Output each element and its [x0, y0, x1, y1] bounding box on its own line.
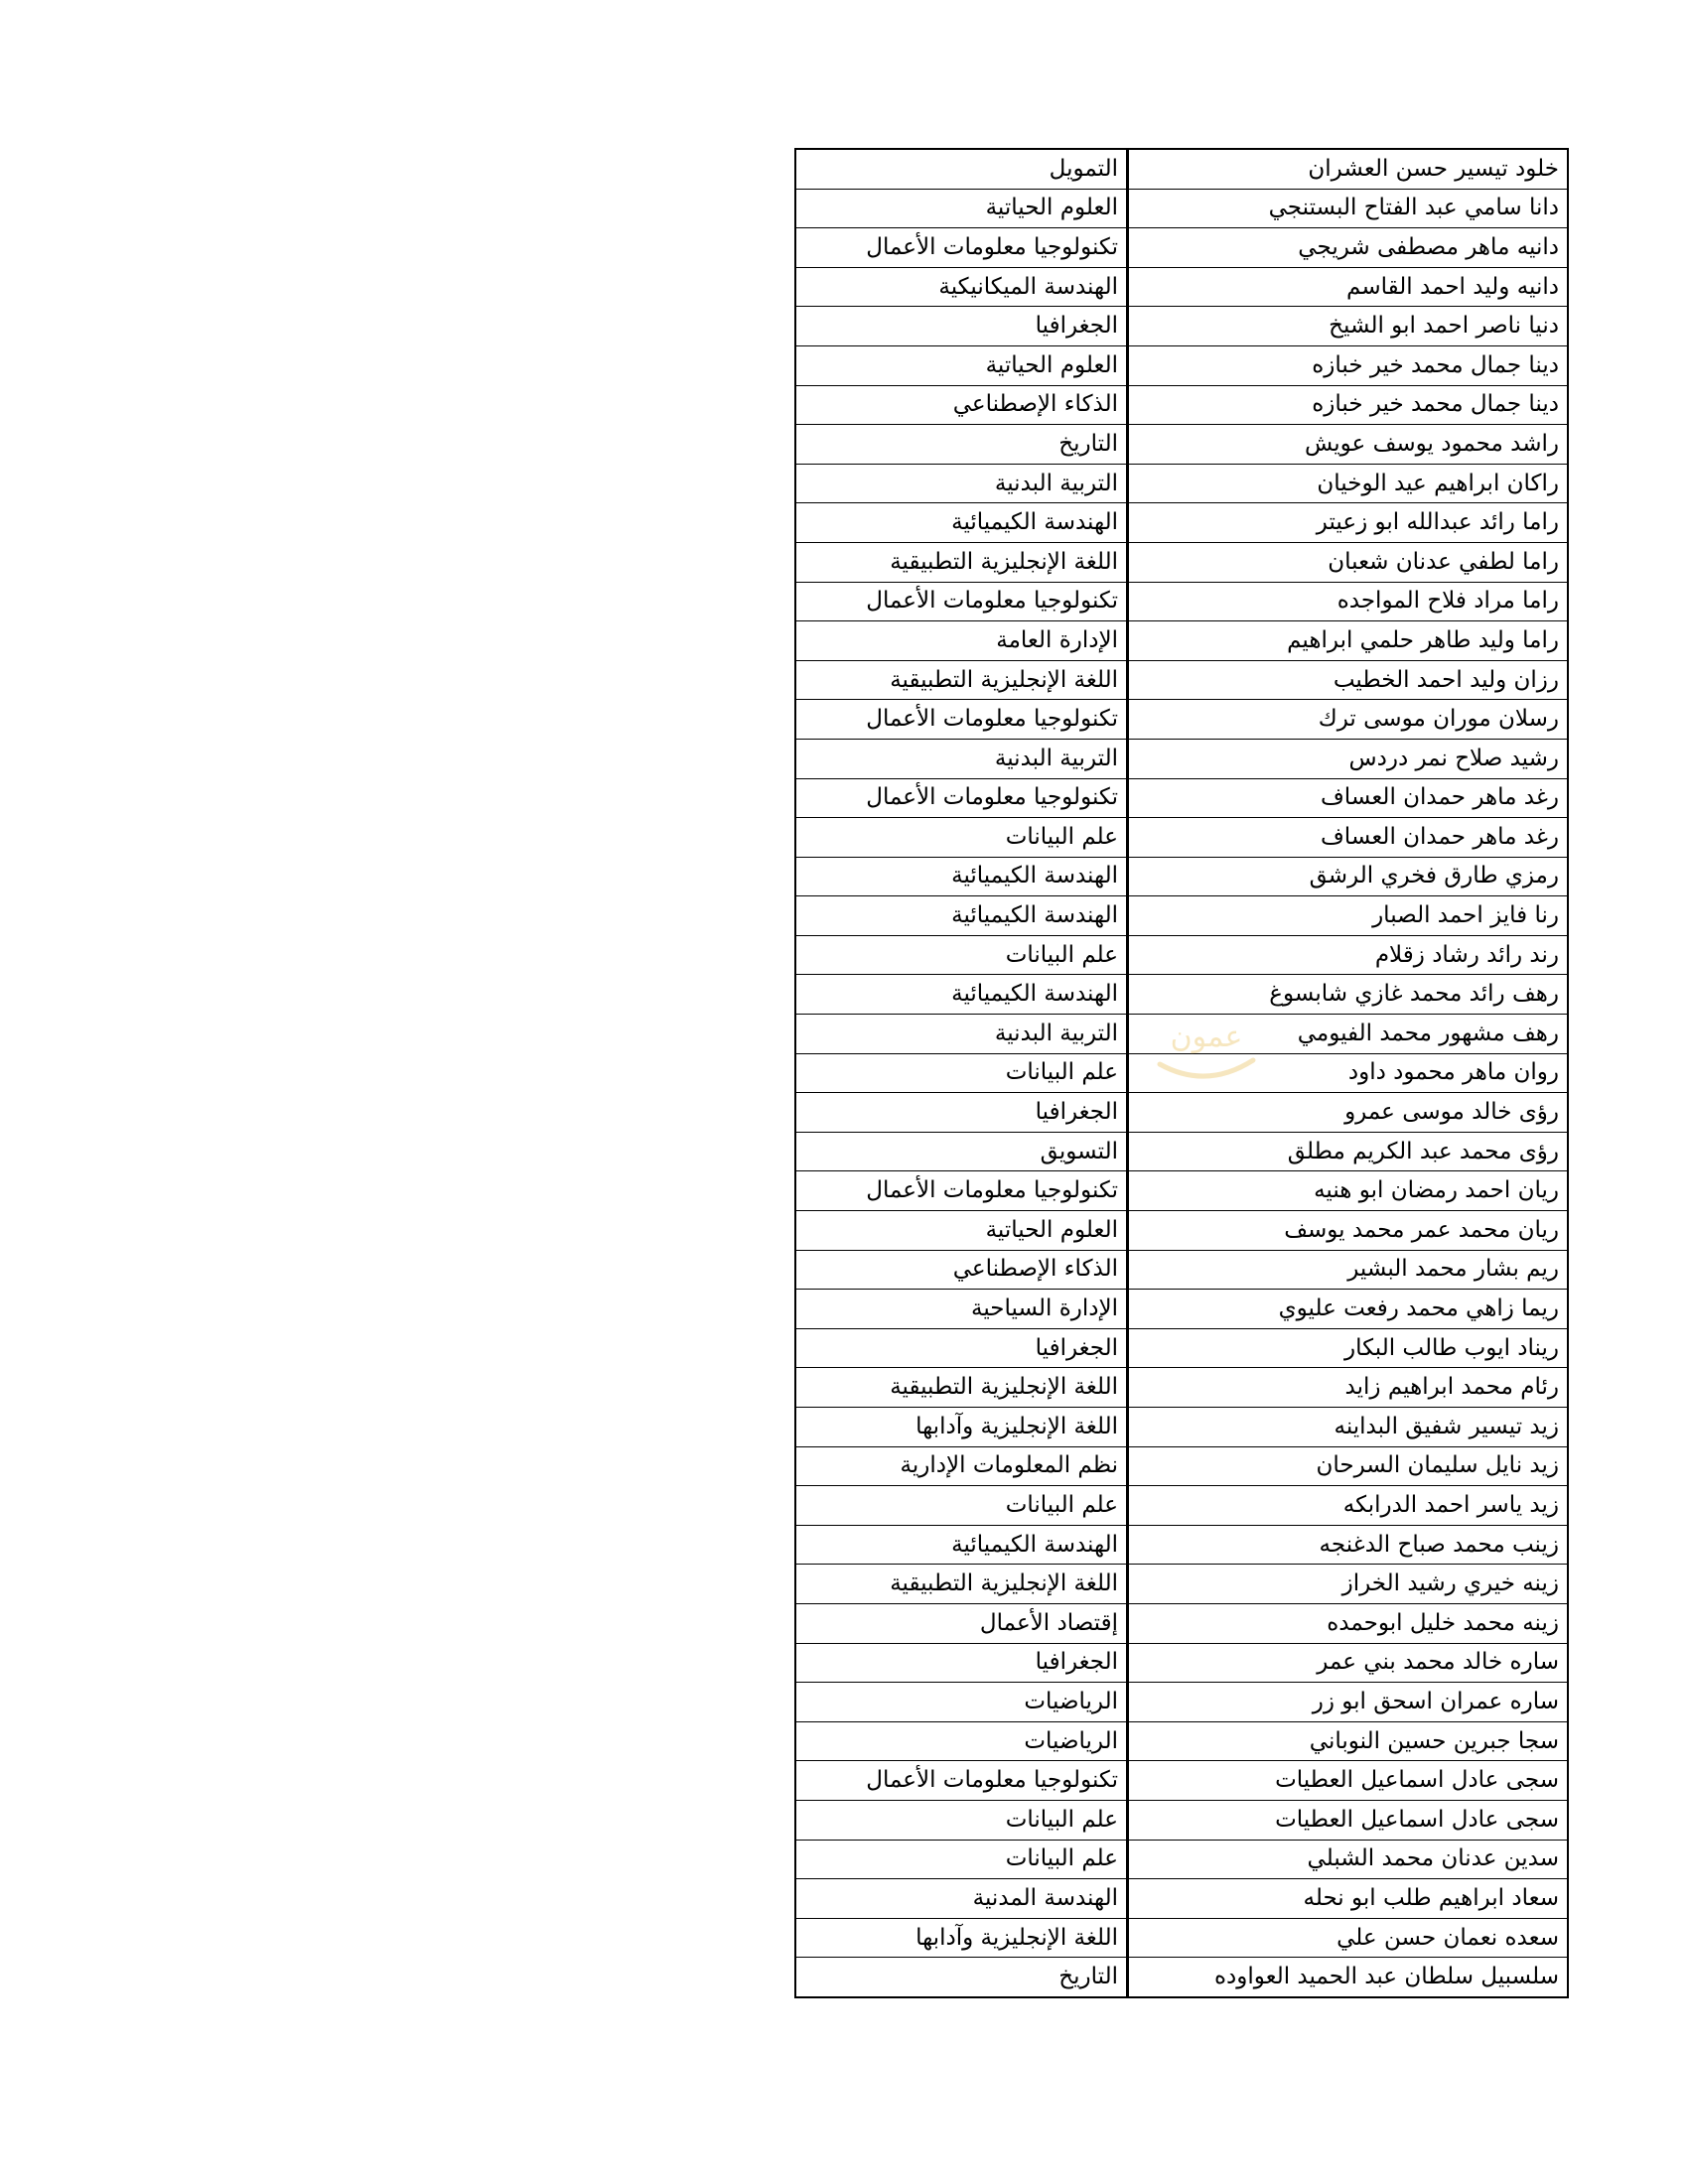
major-cell: إقتصاد الأعمال: [795, 1603, 1128, 1643]
table-row: [795, 1290, 1568, 1329]
major-cell: اللغة الإنجليزية وآدابها: [795, 1408, 1128, 1447]
table-row: [795, 1840, 1568, 1879]
student-name-cell: رشيد صلاح نمر دردس: [1128, 739, 1569, 778]
student-name-cell: سجى عادل اسماعيل العطيات: [1128, 1761, 1569, 1801]
major-cell: التربية البدنية: [795, 1015, 1128, 1054]
student-name-cell: رؤى محمد عبد الكريم مطلق: [1128, 1132, 1569, 1171]
major-cell: تكنولوجيا معلومات الأعمال: [795, 1761, 1128, 1801]
major-cell: اللغة الإنجليزية التطبيقية: [795, 1565, 1128, 1604]
student-name-cell: رئام محمد ابراهيم زايد: [1128, 1368, 1569, 1408]
table-row: [795, 1603, 1568, 1643]
major-cell: التاريخ: [795, 1958, 1128, 1997]
major-cell: الإدارة العامة: [795, 621, 1128, 661]
table-row: [795, 542, 1568, 582]
major-cell: اللغة الإنجليزية التطبيقية: [795, 542, 1128, 582]
table-row: [795, 1446, 1568, 1486]
student-name-cell: رمزي طارق فخري الرشق: [1128, 857, 1569, 896]
table-row: [795, 228, 1568, 268]
student-name-cell: رزان وليد احمد الخطيب: [1128, 660, 1569, 700]
student-name-cell: دينا جمال محمد خير خبازه: [1128, 345, 1569, 385]
student-name-cell: دنيا ناصر احمد ابو الشيخ: [1128, 307, 1569, 346]
table-row: [795, 1368, 1568, 1408]
major-cell: الهندسة الكيميائية: [795, 1525, 1128, 1565]
major-cell: الجغرافيا: [795, 1093, 1128, 1133]
student-name-cell: راما وليد طاهر حلمي ابراهيم: [1128, 621, 1569, 661]
major-cell: الهندسة المدنية: [795, 1879, 1128, 1919]
student-name-cell: رغد ماهر حمدان العساف: [1128, 818, 1569, 858]
table-row: [795, 1250, 1568, 1290]
student-name-cell: رنا فايز احمد الصبار: [1128, 896, 1569, 936]
student-name-cell: زينب محمد صباح الدغنجه: [1128, 1525, 1569, 1565]
major-cell: اللغة الإنجليزية التطبيقية: [795, 1368, 1128, 1408]
major-cell: الجغرافيا: [795, 1328, 1128, 1368]
student-name-cell: زيد ياسر احمد الدرابكه: [1128, 1486, 1569, 1526]
table-row: [795, 464, 1568, 503]
major-cell: الهندسة الميكانيكية: [795, 267, 1128, 307]
table-row: [795, 1958, 1568, 1997]
table-row: [795, 1132, 1568, 1171]
student-name-cell: دينا جمال محمد خير خبازه: [1128, 385, 1569, 425]
student-name-cell: خلود تيسير حسن العشران: [1128, 149, 1569, 189]
table-row: [795, 621, 1568, 661]
major-cell: علم البيانات: [795, 1486, 1128, 1526]
major-cell: اللغة الإنجليزية التطبيقية: [795, 660, 1128, 700]
major-cell: الهندسة الكيميائية: [795, 975, 1128, 1015]
major-cell: الرياضيات: [795, 1721, 1128, 1761]
student-name-cell: ريان محمد عمر محمد يوسف: [1128, 1211, 1569, 1251]
major-cell: الجغرافيا: [795, 1643, 1128, 1683]
major-cell: العلوم الحياتية: [795, 1211, 1128, 1251]
student-name-cell: روان ماهر محمود داود: [1128, 1053, 1569, 1093]
major-cell: التمويل: [795, 149, 1128, 189]
student-name-cell: سلسبيل سلطان عبد الحميد العواوده: [1128, 1958, 1569, 1997]
student-name-cell: سجى عادل اسماعيل العطيات: [1128, 1800, 1569, 1840]
major-cell: العلوم الحياتية: [795, 345, 1128, 385]
major-cell: تكنولوجيا معلومات الأعمال: [795, 582, 1128, 621]
major-cell: التاريخ: [795, 425, 1128, 465]
major-cell: الذكاء الإصطناعي: [795, 1250, 1128, 1290]
table-row: [795, 660, 1568, 700]
student-name-cell: سعده نعمان حسن علي: [1128, 1918, 1569, 1958]
student-name-cell: ريما زاهي محمد رفعت عليوي: [1128, 1290, 1569, 1329]
major-cell: العلوم الحياتية: [795, 189, 1128, 228]
table-row: [795, 1918, 1568, 1958]
table-row: [795, 1683, 1568, 1722]
table-row: [795, 307, 1568, 346]
major-cell: التربية البدنية: [795, 739, 1128, 778]
table-row: [795, 1565, 1568, 1604]
table-row: [795, 1525, 1568, 1565]
student-name-cell: راما مراد فلاح المواجده: [1128, 582, 1569, 621]
student-name-cell: ريناد ايوب طالب البكار: [1128, 1328, 1569, 1368]
student-name-cell: ريم بشار محمد البشير: [1128, 1250, 1569, 1290]
table-row: [795, 1171, 1568, 1211]
student-name-cell: راما رائد عبدالله ابو زعيتر: [1128, 503, 1569, 543]
table-row: [795, 1486, 1568, 1526]
student-name-cell: دانيه وليد احمد القاسم: [1128, 267, 1569, 307]
major-cell: الرياضيات: [795, 1683, 1128, 1722]
table-row: [795, 1721, 1568, 1761]
table-row: [795, 975, 1568, 1015]
major-cell: نظم المعلومات الإدارية: [795, 1446, 1128, 1486]
major-cell: علم البيانات: [795, 935, 1128, 975]
student-name-cell: رغد ماهر حمدان العساف: [1128, 778, 1569, 818]
table-row: [795, 1879, 1568, 1919]
major-cell: الهندسة الكيميائية: [795, 857, 1128, 896]
table-row: [795, 818, 1568, 858]
table-row: [795, 189, 1568, 228]
student-name-cell: زيد نايل سليمان السرحان: [1128, 1446, 1569, 1486]
major-cell: علم البيانات: [795, 1800, 1128, 1840]
student-name-cell: رسلان موران موسى ترك: [1128, 700, 1569, 740]
major-cell: التربية البدنية: [795, 464, 1128, 503]
major-cell: تكنولوجيا معلومات الأعمال: [795, 778, 1128, 818]
student-name-cell: سجا جبرين حسين النوباني: [1128, 1721, 1569, 1761]
student-name-cell: راشد محمود يوسف عويش: [1128, 425, 1569, 465]
table-row: [795, 582, 1568, 621]
table-row: [795, 149, 1568, 189]
major-cell: الجغرافيا: [795, 307, 1128, 346]
major-cell: اللغة الإنجليزية وآدابها: [795, 1918, 1128, 1958]
student-name-cell: زيد تيسير شفيق البداينه: [1128, 1408, 1569, 1447]
student-name-cell: زينه خيري رشيد الخراز: [1128, 1565, 1569, 1604]
student-name-cell: رهف مشهور محمد الفيومي: [1128, 1015, 1569, 1054]
table-row: [795, 1761, 1568, 1801]
student-name-cell: رند رائد رشاد زقلام: [1128, 935, 1569, 975]
major-cell: الهندسة الكيميائية: [795, 503, 1128, 543]
table-row: [795, 503, 1568, 543]
major-cell: الهندسة الكيميائية: [795, 896, 1128, 936]
table-row: [795, 267, 1568, 307]
student-name-cell: رهف رائد محمد غازي شابسوغ: [1128, 975, 1569, 1015]
table-row: [795, 1408, 1568, 1447]
table-row: [795, 935, 1568, 975]
student-name-cell: ريان احمد رمضان ابو هنيه: [1128, 1171, 1569, 1211]
table-row: [795, 1328, 1568, 1368]
student-name-cell: ساره خالد محمد بني عمر: [1128, 1643, 1569, 1683]
student-name-cell: زينه محمد خليل ابوحمده: [1128, 1603, 1569, 1643]
student-name-cell: راما لطفي عدنان شعبان: [1128, 542, 1569, 582]
table-row: [795, 425, 1568, 465]
major-cell: علم البيانات: [795, 1053, 1128, 1093]
student-name-cell: سدين عدنان محمد الشبلي: [1128, 1840, 1569, 1879]
major-cell: تكنولوجيا معلومات الأعمال: [795, 228, 1128, 268]
major-cell: الإدارة السياحية: [795, 1290, 1128, 1329]
major-cell: التسويق: [795, 1132, 1128, 1171]
table-row: [795, 778, 1568, 818]
major-cell: تكنولوجيا معلومات الأعمال: [795, 1171, 1128, 1211]
table-row: [795, 345, 1568, 385]
table-row: [795, 1093, 1568, 1133]
student-name-cell: رؤى خالد موسى عمرو: [1128, 1093, 1569, 1133]
student-name-cell: دانا سامي عبد الفتاح البستنجي: [1128, 189, 1569, 228]
major-cell: علم البيانات: [795, 1840, 1128, 1879]
major-cell: علم البيانات: [795, 818, 1128, 858]
student-name-cell: دانيه ماهر مصطفى شريجي: [1128, 228, 1569, 268]
table-row: [795, 1211, 1568, 1251]
student-name-cell: ساره عمران اسحق ابو زر: [1128, 1683, 1569, 1722]
table-row: [795, 896, 1568, 936]
ammon-logo-watermark-icon: [1152, 1013, 1261, 1092]
table-row: [795, 1643, 1568, 1683]
major-cell: تكنولوجيا معلومات الأعمال: [795, 700, 1128, 740]
table-row: [795, 1800, 1568, 1840]
watermark-text: عمون: [1170, 1020, 1243, 1054]
table-row: [795, 857, 1568, 896]
table-row: [795, 385, 1568, 425]
table-row: [795, 739, 1568, 778]
student-name-cell: راكان ابراهيم عيد الوخيان: [1128, 464, 1569, 503]
major-cell: الذكاء الإصطناعي: [795, 385, 1128, 425]
student-name-cell: سعاد ابراهيم طلب ابو نحله: [1128, 1879, 1569, 1919]
table-row: [795, 700, 1568, 740]
